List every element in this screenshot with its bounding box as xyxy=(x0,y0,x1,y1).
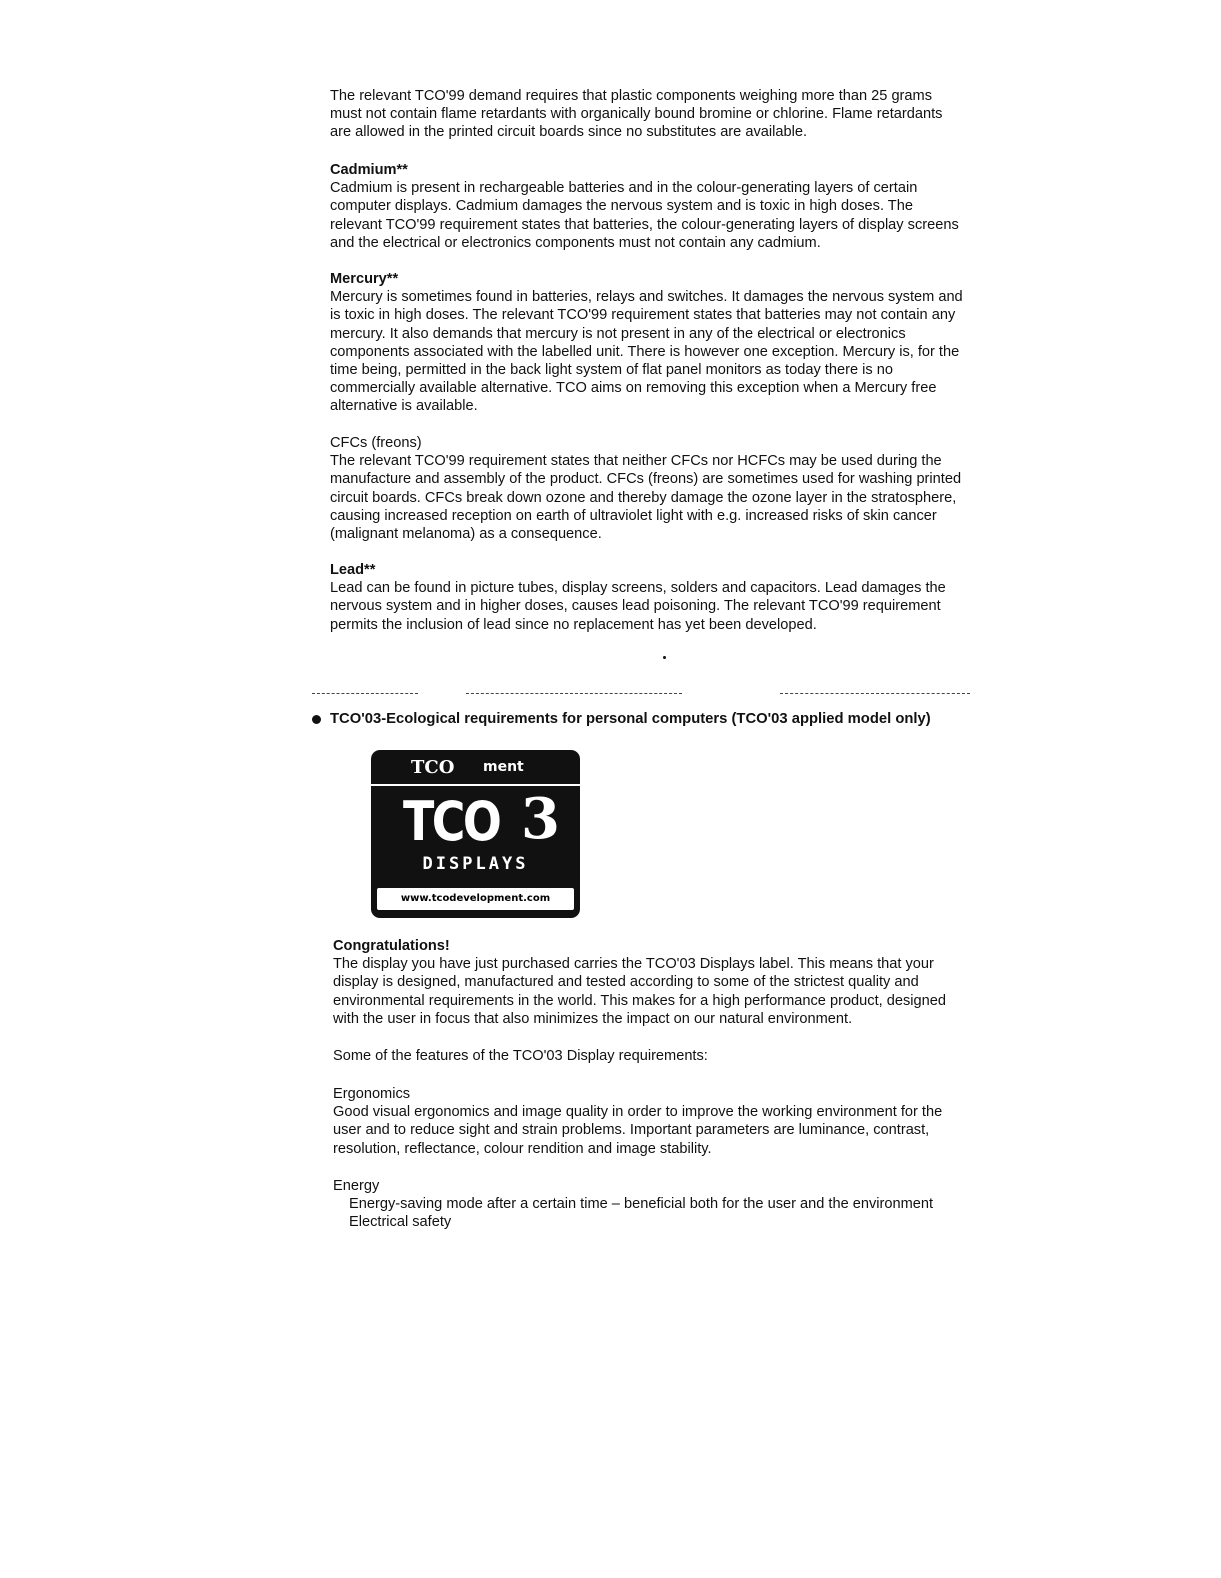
ergonomics-heading: Ergonomics xyxy=(333,1086,411,1102)
separator-line xyxy=(466,693,682,695)
tco03-displays-logo xyxy=(371,750,580,918)
separator-line xyxy=(780,693,970,695)
lead-paragraph: Lead can be found in picture tubes, display screens, solders and capacitors. Lead damages the nervous system and in higher doses, causes lead poisoning. The relevant TCO'99 requirement permits the inclusion of lead since no replacement has yet been developed. xyxy=(330,580,946,633)
mercury-section xyxy=(330,270,1042,416)
intro-section xyxy=(330,87,1042,142)
cadmium-heading: Cadmium** xyxy=(330,162,408,178)
cadmium-section xyxy=(330,161,1042,252)
congrats-section xyxy=(333,937,1045,1028)
mercury-heading: Mercury** xyxy=(330,271,399,287)
lead-heading: Lead** xyxy=(330,562,376,578)
features-paragraph: Some of the features of the TCO'03 Display requirements: xyxy=(333,1048,708,1064)
tco03-section-title xyxy=(312,710,1032,728)
logo-top-band xyxy=(371,750,580,786)
tco03-title-text: TCO'03-Ecological requirements for personal computers (TCO'03 applied model only) xyxy=(330,711,931,727)
separator-line xyxy=(312,693,418,695)
intro-paragraph: The relevant TCO'99 demand requires that plastic components weighing more than 25 grams must not contain flame retardants with organically bound bromine or chlorine. Flame retardants are allowed in the printed circuit boards since no substitutes are available. xyxy=(330,88,943,141)
bullet-icon xyxy=(312,715,321,724)
stray-dot xyxy=(663,656,666,659)
cfcs-paragraph: The relevant TCO'99 requirement states that neither CFCs nor HCFCs may be used during the manufacture and assembly of the product. CFCs (freons) are sometimes used for washing printed circuit boards. CFCs break down ozone and thereby damage the ozone layer in the stratosphere, causing increased reception on earth of ultraviolet light with e.g. increased risks of skin cancer (malignant melanoma) as a consequence. xyxy=(330,453,962,543)
logo-digit-three: 3 xyxy=(521,786,560,852)
congrats-heading: Congratulations! xyxy=(333,938,450,954)
congrats-paragraph: The display you have just purchased carries the TCO'03 Displays label. This means that your display is designed, manufactured and tested according to some of the strictest quality and environmental requirements in the world. This makes for a high performance product, designed with the user in focus that also minimizes the impact on our natural environment. xyxy=(333,956,946,1027)
energy-paragraph: Energy-saving mode after a certain time – beneficial both for the user and the environment Electrical safety xyxy=(349,1196,934,1231)
lead-section xyxy=(330,561,1042,634)
mercury-paragraph: Mercury is sometimes found in batteries, relays and switches. It damages the nervous system and is toxic in high doses. The relevant TCO'99 requirement states that batteries may not contain any mercury. It also demands that mercury is not present in any of the electrical or electronics components associated with the labelled unit. There is however one exception. Mercury is, for the time being, permitted in the back light system of flat panel monitors as today there is no commercially available alternative. TCO aims on removing this exception when a Mercury free alternative is available. xyxy=(330,289,963,415)
cfcs-section xyxy=(330,434,1042,543)
logo-url-bar: www.tcodevelopment.com xyxy=(377,888,574,910)
energy-section xyxy=(333,1177,1045,1232)
logo-displays-text: DISPLAYS xyxy=(422,854,529,874)
cfcs-heading: CFCs (freons) xyxy=(330,435,422,451)
features-section xyxy=(333,1047,1045,1065)
logo-small-tco: TCO xyxy=(411,757,455,778)
cadmium-paragraph: Cadmium is present in rechargeable batteries and in the colour-generating layers of certain computer displays. Cadmium damages the nervous system and is toxic in high doses. The relevant TCO'99 requirement states that batteries, the colour-generating layers of display screens and the electrical or electronics components must not contain any cadmium. xyxy=(330,180,959,251)
logo-development-word: ment xyxy=(483,759,524,775)
logo-big-tco: TCO xyxy=(403,790,500,853)
ergonomics-section xyxy=(333,1085,1045,1158)
ergonomics-paragraph: Good visual ergonomics and image quality in order to improve the working environment for the user and to reduce sight and strain problems. Important parameters are luminance, contrast, resolution, reflectance, colour rendition and image stability. xyxy=(333,1104,943,1157)
energy-heading: Energy xyxy=(333,1178,380,1194)
